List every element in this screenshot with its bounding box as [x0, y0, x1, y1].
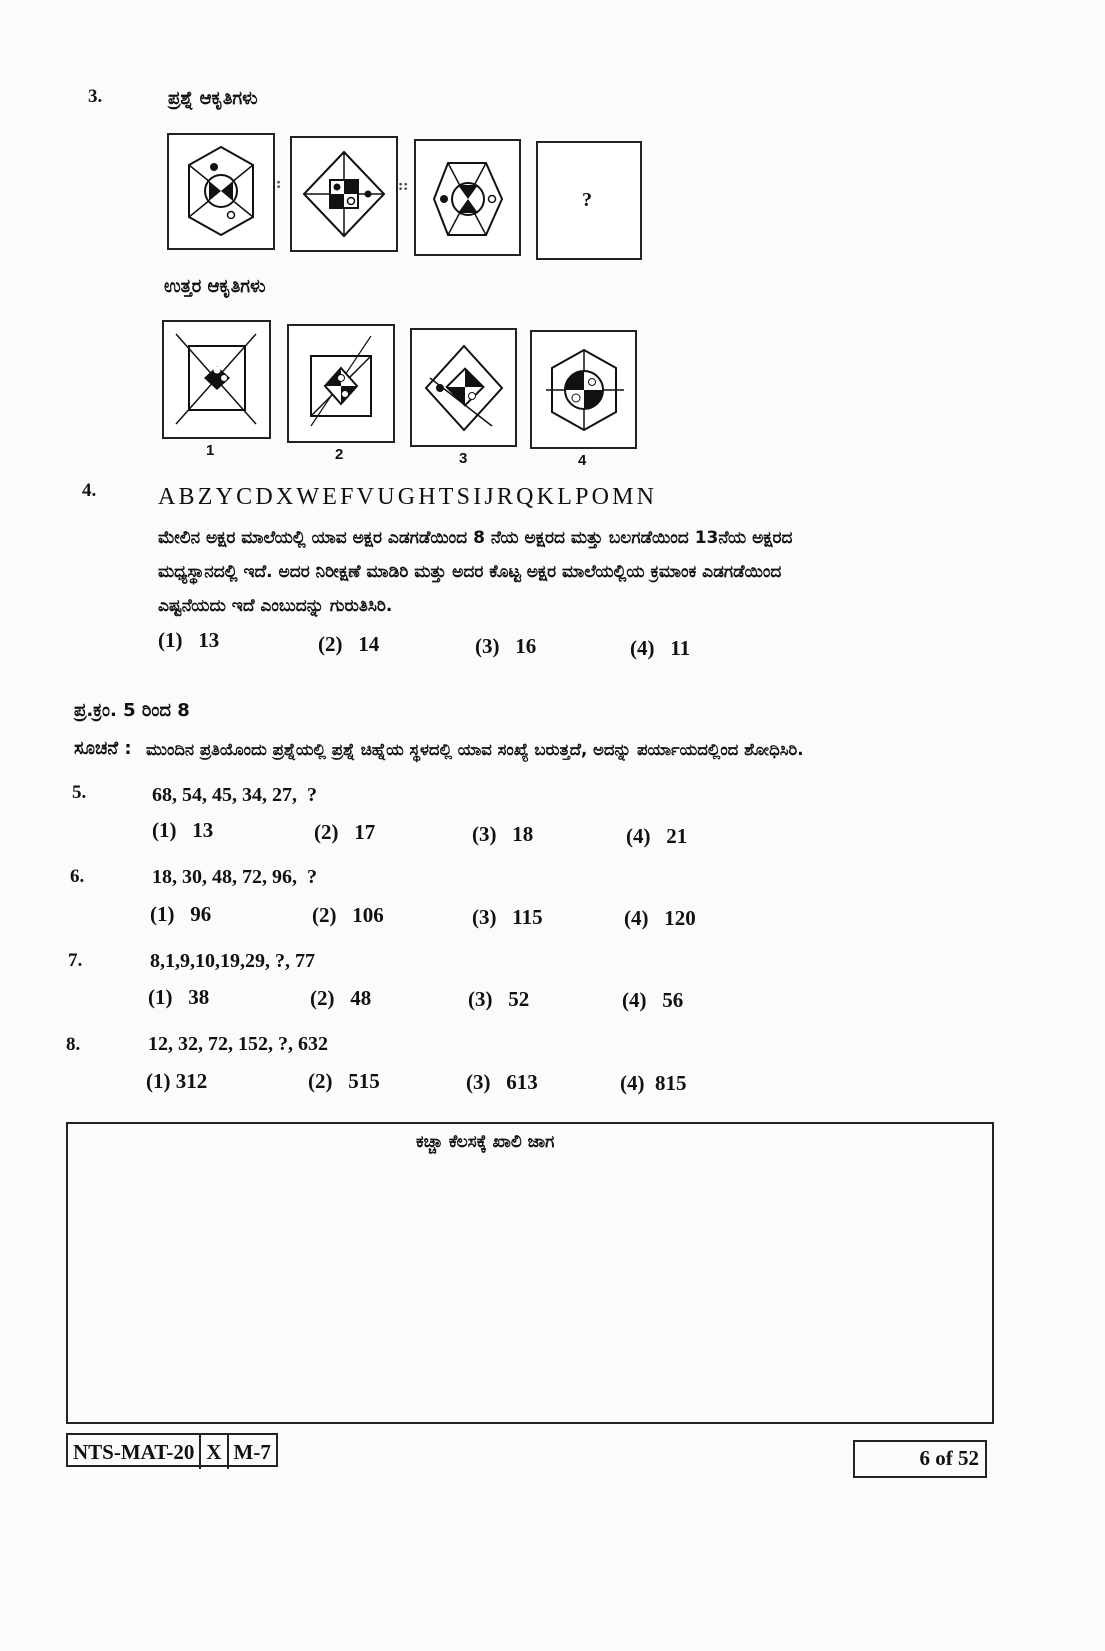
q4-option-3[interactable]: (3) 16: [475, 634, 537, 658]
answer-figure-4: [530, 330, 637, 449]
letter-sequence: ABZYCDXWEFVUGHTSIJRQKLPOMN: [158, 484, 658, 510]
question-figures-label: ಪ್ರಶ್ನೆ ಆಕೃತಿಗಳು: [168, 88, 258, 109]
answer-number-1: 1: [206, 442, 215, 459]
question-number-8: 8.: [66, 1034, 81, 1055]
section-note-label: ಸೂಚನೆ :: [74, 738, 132, 759]
exam-class: X: [201, 1435, 228, 1469]
q8-option-1[interactable]: (1) 312: [146, 1069, 208, 1093]
question-number-3: 3.: [88, 86, 103, 107]
q4-option-2[interactable]: (2) 14: [318, 632, 380, 656]
analogy-separator-2: ::: [398, 178, 409, 194]
answer-number-2: 2: [335, 446, 344, 463]
exam-medium: M-7: [233, 1440, 271, 1464]
q4-text-line-1: ಮೇಲಿನ ಅಕ್ಷರ ಮಾಲೆಯಲ್ಲಿ ಯಾವ ಅಕ್ಷರ ಎಡಗಡೆಯಿಂದ 8 ನೆಯ ಅಕ್ಷರದ ಮತ್ತು ಬಲಗಡೆಯಿಂದ 13ನೆಯ ಅಕ್ಷರದ: [158, 528, 793, 548]
analogy-separator-1: :: [276, 176, 282, 192]
answer-number-4: 4: [578, 452, 587, 469]
exam-code: NTS-MAT-20: [68, 1435, 201, 1469]
q8-option-2[interactable]: (2) 515: [308, 1069, 380, 1093]
q7-option-2[interactable]: (2) 48: [310, 986, 372, 1010]
missing-figure-mark: ?: [582, 189, 592, 211]
q7-option-3[interactable]: (3) 52: [468, 987, 530, 1011]
q4-option-1[interactable]: (1) 13: [158, 628, 220, 652]
q6-option-1[interactable]: (1) 96: [150, 902, 212, 926]
q6-option-2[interactable]: (2) 106: [312, 903, 384, 927]
page-number-box: [853, 1440, 987, 1478]
question-number-4: 4.: [82, 480, 97, 501]
q8-option-3[interactable]: (3) 613: [466, 1070, 538, 1094]
q4-option-4[interactable]: (4) 11: [630, 636, 691, 660]
q7-sequence: 8,1,9,10,19,29, ?, 77: [150, 950, 315, 972]
answer-figures-label: ಉತ್ತರ ಆಕೃತಿಗಳು: [164, 276, 266, 297]
q6-sequence: 18, 30, 48, 72, 96, ?: [152, 866, 317, 888]
rough-work-box: [66, 1122, 994, 1424]
rough-work-label: ಕಚ್ಚಾ ಕೆಲಸಕ್ಕೆ ಖಾಲಿ ಜಾಗ: [416, 1132, 555, 1152]
q5-option-4[interactable]: (4) 21: [626, 824, 688, 848]
question-number-7: 7.: [68, 950, 83, 971]
q8-option-4[interactable]: (4) 815: [620, 1071, 687, 1095]
answer-figure-3: [410, 328, 517, 447]
exam-code-box: [66, 1433, 278, 1467]
q5-option-3[interactable]: (3) 18: [472, 822, 534, 846]
q7-option-1[interactable]: (1) 38: [148, 985, 210, 1009]
q6-option-3[interactable]: (3) 115: [472, 905, 543, 929]
q4-text-line-3: ಎಷ್ಟನೆಯದು ಇದೆ ಎಂಬುದನ್ನು ಗುರುತಿಸಿರಿ.: [158, 596, 393, 616]
question-figure-1: [167, 133, 275, 250]
section-note-text: ಮುಂದಿನ ಪ್ರತಿಯೊಂದು ಪ್ರಶ್ನೆಯಲ್ಲಿ ಪ್ರಶ್ನೆ ಚಿಹ್ನೆಯ ಸ್ಥಳದಲ್ಲಿ ಯಾವ ಸಂಖ್ಯೆ ಬರುತ್ತದೆ, ಅದನ್ನು ಪರ್ಯಾಯದಲ್ಲಿಂದ ಶೋಧಿಸಿರಿ.: [146, 740, 804, 759]
q5-option-2[interactable]: (2) 17: [314, 820, 376, 844]
question-figure-3: [414, 139, 521, 256]
q4-text-line-2: ಮಧ್ಯಸ್ಥಾನದಲ್ಲಿ ಇದೆ. ಅದರ ನಿರೀಕ್ಷಣೆ ಮಾಡಿರಿ ಮತ್ತು ಅದರ ಕೊಟ್ಟ ಅಕ್ಷರ ಮಾಲೆಯಲ್ಲಿಯ ಕ್ರಮಾಂಕ ಎಡಗಡೆಯಿಂದ: [158, 562, 782, 582]
page-number: 6 of 52: [919, 1446, 979, 1470]
q5-option-1[interactable]: (1) 13: [152, 818, 214, 842]
question-number-5: 5.: [72, 782, 87, 803]
question-number-6: 6.: [70, 866, 85, 887]
question-figure-2: [290, 136, 398, 252]
q6-option-4[interactable]: (4) 120: [624, 906, 696, 930]
q8-sequence: 12, 32, 72, 152, ?, 632: [148, 1033, 328, 1055]
answer-figure-1: [162, 320, 271, 439]
q5-sequence: 68, 54, 45, 34, 27, ?: [152, 784, 317, 806]
question-figure-missing: [536, 141, 642, 260]
answer-figure-2: [287, 324, 395, 443]
q7-option-4[interactable]: (4) 56: [622, 988, 684, 1012]
section-heading: ಪ್ರ.ಕ್ರಂ. 5 ರಿಂದ 8: [74, 700, 190, 721]
answer-number-3: 3: [459, 450, 468, 467]
